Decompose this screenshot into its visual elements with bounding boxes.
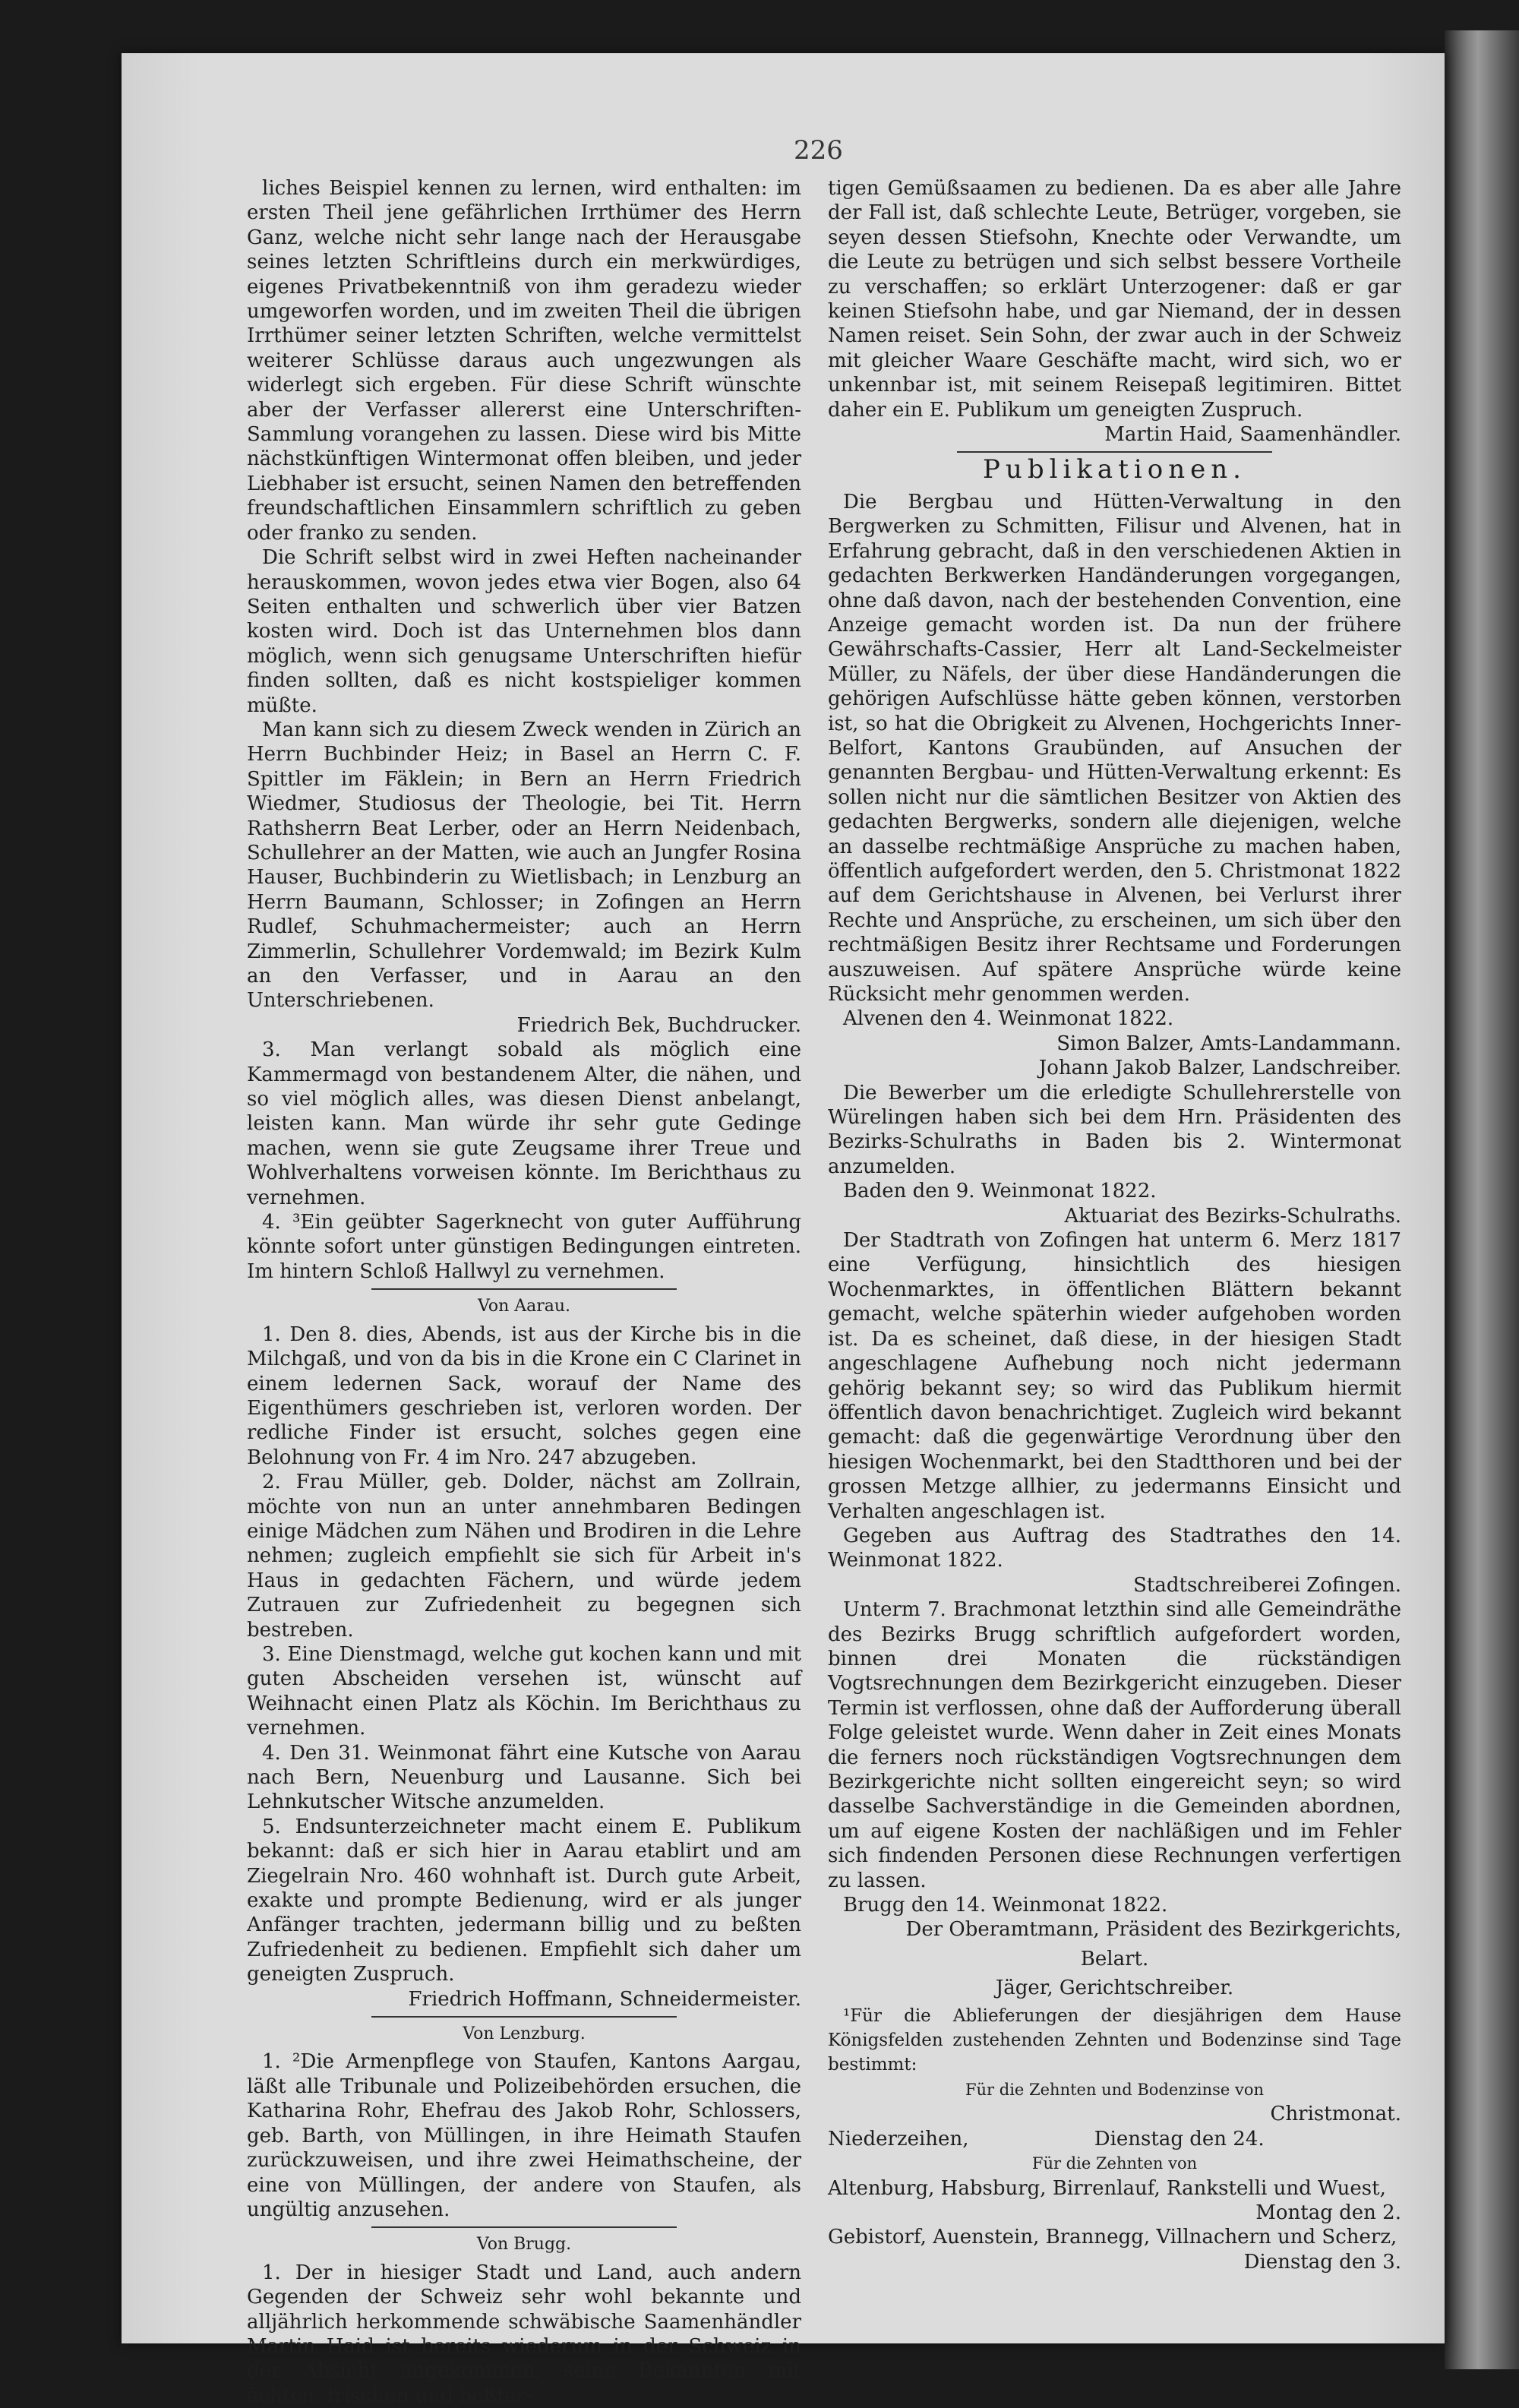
signature-line: Belart. [1080,1947,1149,1970]
paragraph: Baden den 9. Weinmonat 1822. [843,1180,1157,1203]
date-entry: Christmonat. [1270,2103,1401,2126]
paragraph: 1. Der in hiesiger Stadt und Land, auch andern Gegenden der Schweiz sehr wohl bekannte und alljährlich herkommende schwäbische Saamenhändler Martin Haid ist bereits wiederum in der Schweiz in der Absicht angekommen, seine Bekannten mit ächten, frischen und beßtar- [247,2261,801,2407]
paragraph: 3. Man verlangt sobald als möglich eine Kammermagd von bestandenem Alter, die nähen, und so viel möglich alles, was diesen Dienst anbelangt, leisten kann. Man würde ihr sehr gute Gedinge machen, wenn sie gute Zeugsame ihrer Treue und Wohlverhaltens vorweisen könnte. Im Berichthaus zu vernehmen. [247,1038,801,1209]
rule-divider [371,1288,677,1290]
paragraph: 1. Den 8. dies, Abends, ist aus der Kirche bis in die Milchgaß, und von da bis in die Krone ein C Clarinet in einem ledernen Sack, worauf der Name des Eigenthümers geschrieben ist, verloren worden. Der redliche Finder ist ersucht, solches gegen eine Belohnung von Fr. 4 im Nro. 247 abzugeben. [247,1323,801,1469]
signature-line: Der Oberamtmann, Präsident des Bezirkgerichts, [905,1918,1401,1942]
paragraph: Die Schrift selbst wird in zwei Heften nacheinander herauskommen, wovon jedes etwa vier Bogen, also 64 Seiten enthalten und schwerlich über vier Batzen kosten wird. Doch ist das Unternehmen blos dann möglich, wenn sich genugsame Unterschriften hiefür finden sollten, daß es nicht kostspieliger kommen müßte. [247,546,801,717]
left-column [247,176,801,2408]
paragraph: Die Bergbau und Hütten-Verwaltung in den Bergwerken zu Schmitten, Filisur und Alvenen, hat in Erfahrung gebracht, daß in den verschiedenen Aktien in gedachten Berkwerken Handänderungen vorgegangen, ohne daß davon, nach der bestehenden Convention, eine Anzeige gemacht worden ist. Da nun der frühere Gewährschafts-Cassier, Herr alt Land-Seckelmeister Müller, zu Näfels, der über diese Handänderungen die gehörigen Aufschlüsse hätte geben können, verstorben ist, so hat die Obrigkeit zu Alvenen, Hochgerichts Inner-Belfort, Kantons Graubünden, auf Ansuchen der genannten Bergbau- und Hütten-Verwaltung erkennt: Es sollen nicht nur die sämtlichen Besitzer von Aktien des gedachten Bergwerks, sondern alle diejenigen, welche an dasselbe rechtmäßige Ansprüche zu machen haben, öffentlich aufgefordert werden, den 5. Christmonat 1822 auf dem Gerichtshause in Alvenen, bei Verlurst ihrer Rechte und Ansprüche, zu erscheinen, um sich über den rechtmäßigen Besitz ihrer Rechtsame und Forderungen auszuweisen. Auf spätere Ansprüche würde keine Rücksicht mehr genommen werden. [828,490,1401,1006]
signature-line: Stadtschreiberei Zofingen. [1133,1573,1401,1597]
next-page-edge [1445,30,1519,2369]
paragraph: Alvenen den 4. Weinmonat 1822. [843,1007,1174,1031]
right-column [828,176,1401,2274]
paragraph: ¹Für die Ablieferungen der diesjährigen dem Hause Königsfelden zustehenden Zehnten und Bodenzinse sind Tage bestimmt: [828,2005,1401,2075]
schedule-row: Gebistorf, Auenstein, Brannegg, Villnachern und Scherz, [828,2226,1397,2249]
paragraph: Gegeben aus Auftrag des Stadtrathes den 14. Weinmonat 1822. [828,1524,1401,1572]
section-heading: Von Brugg. [476,2235,572,2255]
schedule-row: Niederzeihen, Dienstag den 24. [828,2127,1265,2150]
paragraph: 5. Endsunterzeichneter macht einem E. Publikum bekannt: daß er sich hier in Aarau etablirt und am Ziegelrain Nro. 460 wohnhaft ist. Durch gute Arbeit, exakte und prompte Bedienung, wird er als junger Anfänger trachten, jedermann billig und zu beßten Zufriedenheit zu bedienen. Empfiehlt sich daher um geneigten Zuspruch. [247,1815,801,1986]
section-heading: Von Lenzburg. [463,2024,586,2044]
table-subheading: Für die Zehnten und Bodenzinse von [965,2080,1265,2099]
paragraph: Man kann sich zu diesem Zweck wenden in Zürich an Herrn Buchbinder Heiz; in Basel an Herrn C. F. Spittler im Fäklein; in Bern an Herrn Friedrich Wiedmer, Studiosus der Theologie, bei Tit. Herrn Rathsherrn Beat Lerber, oder an Herrn Neidenbach, Schullehrer an der Matten, wie auch an Jungfer Rosina Hauser, Buchbinderin zu Wietlisbach; in Lenzburg an Herrn Baumann, Schlosser; in Zofingen an Herrn Rudlef, Schuhmachermeister; auch an Herrn Zimmerlin, Schullehrer Vordemwald; im Bezirk Kulm an den Verfasser, und in Aarau an den Unterschriebenen. [247,718,801,1013]
paragraph: 4. Den 31. Weinmonat fährt eine Kutsche von Aarau nach Bern, Neuenburg und Lausanne. Sich bei Lehnkutscher Witsche anzumelden. [247,1741,801,1814]
date-entry: Dienstag den 3. [1243,2250,1401,2274]
signature-line: Johann Jakob Balzer, Landschreiber. [1038,1057,1401,1080]
paragraph: tigen Gemüßsaamen zu bedienen. Da es aber alle Jahre der Fall ist, daß schlechte Leute, Betrüger, vorgeben, sie seyen dessen Stiefsohn, Knechte oder Verwandte, um die Leute zu betrügen und sich selbst bessere Vortheile zu verschaffen; so erklärt Unterzogener: daß er gar keinen Stiefsohn habe, und gar Niemand, der in dessen Namen reiset. Sein Sohn, der zwar auch in der Schweiz mit gleicher Waare Geschäfte macht, wird sich, wo er unkennbar ist, mit seinem Reisepaß legitimiren. Bittet daher ein E. Publikum um geneigten Zuspruch. [828,177,1401,422]
signature-line: Friedrich Hoffmann, Schneidermeister. [408,1987,801,2011]
signature-line: Aktuariat des Bezirks-Schulraths. [1064,1204,1401,1228]
rule-divider [371,2016,677,2018]
paragraph: Die Bewerber um die erledigte Schullehrerstelle von Würelingen haben sich bei dem Hrn. Präsidenten des Bezirks-Schulraths in Baden bis 2. Wintermonat anzumelden. [828,1081,1401,1178]
paragraph: 1. ²Die Armenpflege von Staufen, Kantons Aargau, läßt alle Tribunale und Polizeibehörden ersuchen, die Katharina Rohr, Ehefrau des Jakob Rohr, Schlossers, geb. Barth, von Müllingen, in ihre Heimath Staufen zurückzuweisen, und ihre zwei Heimathscheine, der eine von Müllingen, der andere von Staufen, als ungültig anzusehen. [247,2050,801,2221]
paragraph: 2. Frau Müller, geb. Dolder, nächst am Zollrain, möchte von nun an unter annehmbaren Bedingen einige Mädchen zum Nähen und Brodiren in die Lehre nehmen; zugleich empfiehlt sie sich für Arbeit in's Haus in gedachten Fächern, und würde jedem Zutrauen zur Zufriedenheit zu begegnen sich bestreben. [247,1471,801,1642]
page-number: 226 [794,135,843,166]
paragraph: 3. Eine Dienstmagd, welche gut kochen kann und mit guten Abscheiden versehen ist, wünscht auf Weihnacht einen Platz als Köchin. Im Berichthaus zu vernehmen. [247,1642,801,1740]
paragraph: Brugg den 14. Weinmonat 1822. [843,1894,1168,1917]
paragraph: liches Beispiel kennen zu lernen, wird enthalten: im ersten Theil jene gefährlichen Irrthümer des Herrn Ganz, welche nicht sehr lange nach der Herausgabe seines letzten Schriftleins durch ein merkwürdiges, eigenes Privatbekenntniß von ihm geradezu wieder umgeworfen worden, und im zweiten Theil die übrigen Irrthümer seiner letzten Schriften, welche vermittelst weiterer Schlüsse daraus auch ungezwungen als widerlegt sich ergeben. Für diese Schrift wünschte aber der Verfasser allererst eine Unterschriften-Sammlung vorangehen zu lassen. Diese wird bis Mitte nächstkünftigen Wintermonat offen bleiben, und jeder Liebhaber ist ersucht, seinen Namen den betreffenden freundschaftlichen Einsammlern schriftlich zu geben oder franko zu senden. [247,177,801,545]
signature-line: Simon Balzer, Amts-Landammann. [1056,1032,1401,1055]
date-entry: Montag den 2. [1255,2201,1401,2224]
rule-divider [957,451,1272,453]
section-title: Publikationen. [983,454,1246,485]
paragraph: Unterm 7. Brachmonat letzthin sind alle Gemeindräthe des Bezirks Brugg schriftlich aufgefordert worden, binnen drei Monaten die rückständigen Vogtsrechnungen dem Bezirkgericht einzugeben. Dieser Termin ist verflossen, ohne daß der Aufforderung überall Folge geleistet wurde. Wenn daher in Zeit eines Monats die ferners noch rückständigen Vogtsrechnungen dem Bezirkgerichte nicht sollten eingereicht seyn; so wird dasselbe Sachverständige in die Gemeinden abordnen, um auf eigene Kosten der nachläßigen und im Fehler sich findenden Personen diese Rechnungen verfertigen zu lassen. [828,1598,1401,1892]
signature-line: Friedrich Bek, Buchdrucker. [516,1013,801,1037]
schedule-row: Altenburg, Habsburg, Birrenlauf, Rankstelli und Wuest, [828,2176,1386,2200]
signature-line: Martin Haid, Saamenhändler. [1104,423,1401,447]
paragraph: Der Stadtrath von Zofingen hat unterm 6. Merz 1817 eine Verfügung, hinsichtlich des hiesigen Wochenmarktes, in öffentlichen Blättern bekannt gemacht, welche späterhin wieder aufgehoben worden ist. Da es scheinet, daß diese, in der hiesigen Stadt angeschlagene Aufhebung noch nicht jedermann gehörig bekannt sey; so wird das Publikum hiermit öffentlich davon benachrichtiget. Zugleich wird bekannt gemacht: daß die gegenwärtige Verordnung über den hiesigen Wochenmarkt, bei den Stadtthoren und bei der grossen Metzge allhier, zu jedermanns Einsicht und Verhalten angeschlagen ist. [828,1229,1401,1523]
section-heading: Von Aarau. [477,1297,571,1316]
table-subheading: Für die Zehnten von [1031,2154,1198,2173]
signature-line: Jäger, Gerichtschreiber. [995,1977,1234,2000]
rule-divider [371,2226,677,2228]
paragraph: 4. ³Ein geübter Sagerknecht von guter Aufführung könnte sofort unter günstigen Bedingungen eintreten. Im hintern Schloß Hallwyl zu vernehmen. [247,1211,801,1283]
